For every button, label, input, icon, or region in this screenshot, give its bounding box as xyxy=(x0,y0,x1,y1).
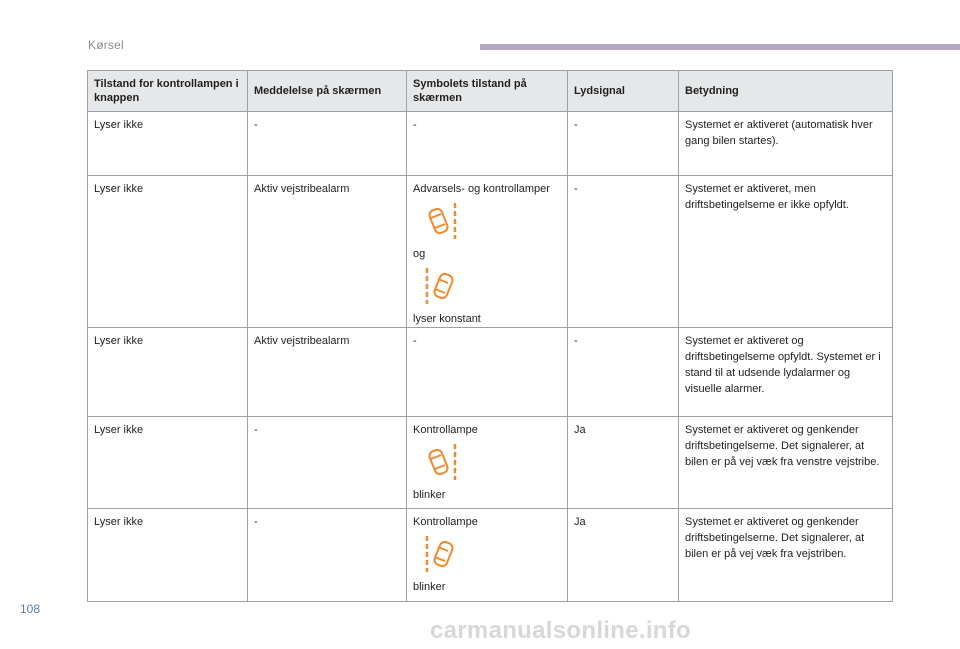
section-header-bar xyxy=(480,44,960,50)
cell-symbol xyxy=(407,176,568,328)
table-header-row xyxy=(88,71,893,112)
cell-meaning: Systemet er aktiveret og genkender driftsbetingelserne. Det signalerer, at bilen er på vej væk fra venstre vejstribe. xyxy=(679,417,893,509)
symbol-status-text: blinker xyxy=(413,489,446,501)
cell-sound: Ja xyxy=(568,417,679,509)
table-row xyxy=(88,176,893,328)
watermark-text: carmanualsonline.info xyxy=(430,617,692,644)
table-row xyxy=(88,417,893,509)
cell-symbol xyxy=(407,417,568,509)
symbol-status-text: blinker xyxy=(413,581,446,593)
cell-meaning: Systemet er aktiveret og genkender driftsbetingelserne. Det signalerer, at bilen er på vej væk fra vejstriben. xyxy=(679,509,893,602)
column-header-meaning: Betydning xyxy=(679,71,893,112)
cell-sound: - xyxy=(568,328,679,417)
column-header-sound: Lydsignal xyxy=(568,71,679,112)
cell-meaning: Systemet er aktiveret, men driftsbetingelserne er ikke opfyldt. xyxy=(679,176,893,328)
table-row xyxy=(88,328,893,417)
cell-message: Aktiv vejstribealarm xyxy=(248,176,407,328)
cell-sound: - xyxy=(568,112,679,176)
lane-departure-left-icon xyxy=(421,534,461,574)
cell-message: Aktiv vejstribealarm xyxy=(248,328,407,417)
table-row xyxy=(88,112,893,176)
table-row xyxy=(88,509,893,602)
cell-state: Lyser ikke xyxy=(88,112,248,176)
cell-state: Lyser ikke xyxy=(88,509,248,602)
symbol-status-text: lyser konstant xyxy=(413,313,481,325)
page-number: 108 xyxy=(20,602,41,616)
cell-state: Lyser ikke xyxy=(88,417,248,509)
cell-sound: Ja xyxy=(568,509,679,602)
column-header-state: Tilstand for kontrollampen i knappen xyxy=(88,71,248,112)
lane-departure-right-icon xyxy=(421,201,461,241)
cell-symbol: - xyxy=(407,112,568,176)
symbol-and-text: og xyxy=(413,248,426,260)
symbol-text: Kontrollampe xyxy=(413,424,478,436)
cell-sound: - xyxy=(568,176,679,328)
cell-message: - xyxy=(248,417,407,509)
cell-message: - xyxy=(248,509,407,602)
cell-state: Lyser ikke xyxy=(88,176,248,328)
lane-departure-status-table xyxy=(87,70,893,602)
cell-symbol xyxy=(407,509,568,602)
cell-meaning: Systemet er aktiveret og driftsbetingelserne opfyldt. Systemet er i stand til at udsende lydalarmer og visuelle alarmer. xyxy=(679,328,893,417)
section-title: Kørsel xyxy=(88,38,124,52)
cell-message: - xyxy=(248,112,407,176)
column-header-message: Meddelelse på skærmen xyxy=(248,71,407,112)
lane-departure-left-icon xyxy=(421,266,461,306)
cell-state: Lyser ikke xyxy=(88,328,248,417)
symbol-text: Kontrollampe xyxy=(413,516,478,528)
symbol-text: Advarsels- og kontrollamper xyxy=(413,183,550,195)
cell-symbol: - xyxy=(407,328,568,417)
cell-meaning: Systemet er aktiveret (automatisk hver gang bilen startes). xyxy=(679,112,893,176)
lane-departure-right-icon xyxy=(421,442,461,482)
column-header-symbol: Symbolets tilstand på skærmen xyxy=(407,71,568,112)
